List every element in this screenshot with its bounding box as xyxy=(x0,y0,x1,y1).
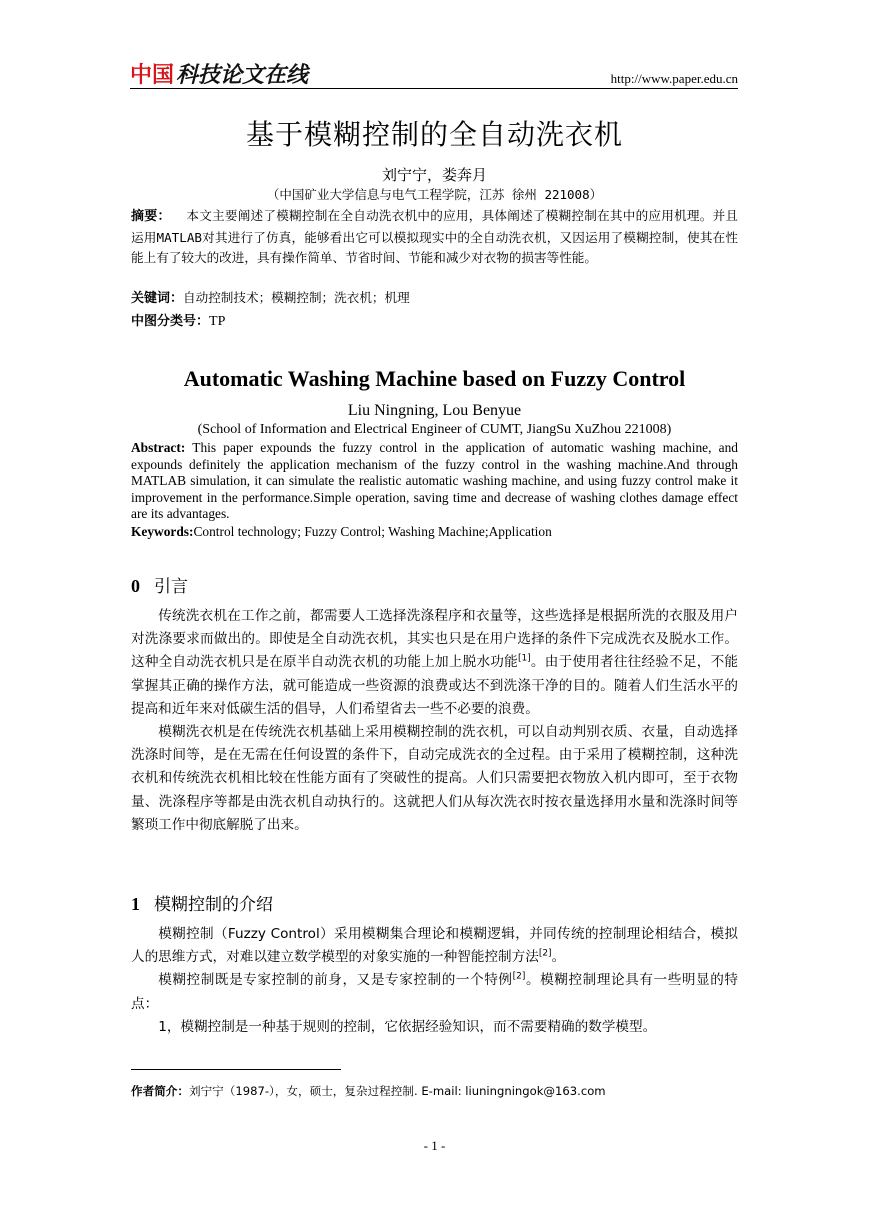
paragraph xyxy=(131,605,738,721)
logo-mark xyxy=(130,60,320,88)
abstract-cn-label: 摘要： xyxy=(131,209,171,224)
citation-ref[interactable]: [2] xyxy=(512,971,526,982)
section-number-1: 1 xyxy=(131,894,140,914)
affiliation-cn: （中国矿业大学信息与电气工程学院，江苏 徐州 221008） xyxy=(266,187,603,202)
page-number: - 1 - xyxy=(423,1138,446,1153)
citation-ref[interactable]: [2] xyxy=(538,948,552,959)
footnote-label: 作者简介： xyxy=(131,1084,189,1098)
section-body-0 xyxy=(131,605,738,837)
section-heading-1 xyxy=(131,890,273,915)
paragraph-text: 。模糊控制理论具有一些明显的特点： xyxy=(131,972,739,1012)
footnote-divider xyxy=(131,1069,341,1070)
classification-label: 中图分类号： xyxy=(131,314,210,329)
keywords-cn xyxy=(131,288,738,309)
header-divider xyxy=(130,88,738,89)
keywords-en-label: Keywords: xyxy=(131,524,194,539)
abstract-en-text: This paper expounds the fuzzy control in the application of automatic washing machine, and expounds definitely the application mechanism of the fuzzy control in the washing machine.And through MATLAB simulation, it can simulate the realistic automatic washing machine, and using fuzzy control make it improvement in the performance.Simple operation, saving time and decrease of washing clothes damage effect are its advantages. xyxy=(131,440,738,521)
site-logo[interactable] xyxy=(130,60,320,88)
abstract-cn-text: 本文主要阐述了模糊控制在全自动洗衣机中的应用，具体阐述了模糊控制在其中的应用机理。并且运用MATLAB对其进行了仿真，能够看出它可以模拟现实中的全自动洗衣机，又因运用了模糊控制，使其在性能上有了较大的改进，具有操作简单、节省时间、节能和减少对衣物的损害等性能。 xyxy=(131,208,739,265)
section-title-1: 模糊控制的介绍 xyxy=(154,895,273,915)
classification-value: TP xyxy=(209,314,226,329)
paragraph-text: 模糊控制既是专家控制的前身，又是专家控制的一个特例 xyxy=(158,972,513,989)
section-title-0: 引言 xyxy=(154,577,188,597)
site-url[interactable]: http://www.paper.edu.cn xyxy=(610,71,738,86)
paper-title-en: Automatic Washing Machine based on Fuzzy Control xyxy=(183,366,686,391)
authors-en: Liu Ningning, Lou Benyue xyxy=(347,402,522,419)
paragraph-text: 。 xyxy=(551,949,566,966)
paragraph-text: 。由于使用者往往经验不足，不能掌握其正确的操作方法，就可能造成一些资源的浪费或达不到洗涤干净的目的。随着人们生活水平的提高和近年来对低碳生活的倡导，人们希望省去一些不必要的浪费。 xyxy=(131,654,738,717)
abstract-en-label: Abstract: xyxy=(131,440,186,455)
paragraph-text: 传统洗衣机在工作之前，都需要人工选择洗涤程序和衣量等，这些选择是根据所洗的衣服及用户对洗涤要求而做出的。即使是全自动洗衣机，其实也只是在用户选择的条件下完成洗衣及脱水工作。这种全自动洗衣机只是在原半自动洗衣机的功能上加上脱水功能 xyxy=(131,608,738,671)
abstract-cn xyxy=(131,206,738,269)
section-body-1 xyxy=(131,923,738,1039)
keywords-cn-text: 自动控制技术；模糊控制；洗衣机；机理 xyxy=(183,290,410,305)
classification-number xyxy=(131,312,225,332)
svg-text:科技论文在线: 科技论文在线 xyxy=(176,63,309,88)
author-footnote xyxy=(131,1083,606,1099)
section-number-0: 0 xyxy=(131,576,140,596)
paragraph: 1，模糊控制是一种基于规则的控制，它依据经验知识，而不需要精确的数学模型。 xyxy=(158,1018,657,1035)
paper-title-cn: 基于模糊控制的全自动洗衣机 xyxy=(245,118,623,151)
section-heading-0 xyxy=(131,572,188,597)
abstract-en xyxy=(131,440,738,523)
footnote-text: 刘宁宁（1987-），女，硕士，复杂过程控制. E-mail: liuningningok@163.com xyxy=(188,1084,606,1098)
paragraph xyxy=(131,969,738,1015)
paragraph-text: 模糊控制（Fuzzy Control）采用模糊集合理论和模糊逻辑，并同传统的控制理论相结合，模拟人的思维方式，对难以建立数学模型的对象实施的一种智能控制方法 xyxy=(131,926,738,966)
citation-ref[interactable]: [1] xyxy=(517,653,531,664)
keywords-en-text: Control technology; Fuzzy Control; Washing Machine;Application xyxy=(193,524,552,539)
svg-text:中国: 中国 xyxy=(130,63,175,88)
authors-cn: 刘宁宁，娄奔月 xyxy=(381,166,487,184)
keywords-en xyxy=(131,523,738,540)
paragraph xyxy=(131,923,738,969)
paragraph: 模糊洗衣机是在传统洗衣机基础上采用模糊控制的洗衣机，可以自动判别衣质、衣量，自动选择洗涤时间等，是在无需在任何设置的条件下，自动完成洗衣的全过程。由于采用了模糊控制，这种洗衣机和传统洗衣机相比较在性能方面有了突破性的提高。人们只需要把衣物放入机内即可，至于衣物量、洗涤程序等都是由洗衣机自动执行的。这就把人们从每次洗衣时按衣量选择用水量和洗涤时间等繁琐工作中彻底解脱了出来。 xyxy=(131,724,738,833)
keywords-cn-label: 关键词： xyxy=(131,291,184,306)
affiliation-en: (School of Information and Electrical Engineer of CUMT, JiangSu XuZhou 221008) xyxy=(197,422,672,437)
